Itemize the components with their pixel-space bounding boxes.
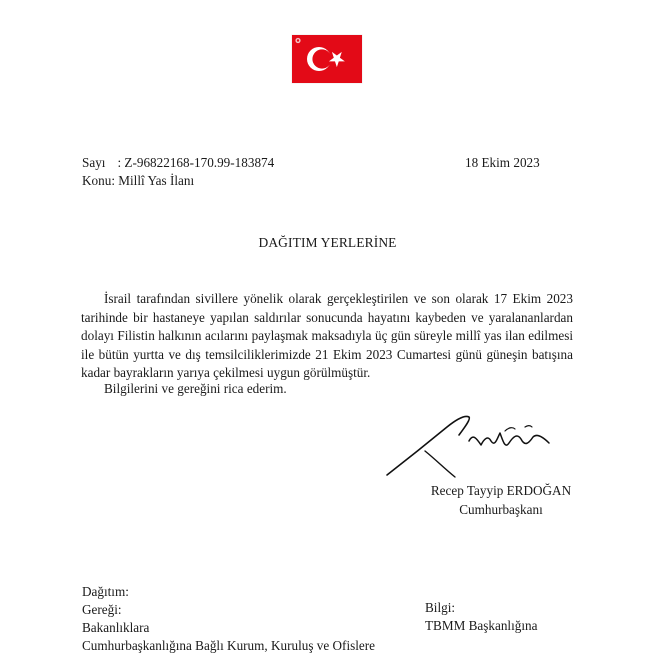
sayi-value: Z-96822168-170.99-183874 [124, 155, 275, 170]
document-body [81, 290, 573, 383]
handwritten-signature [385, 403, 565, 483]
konu-value: Millî Yas İlanı [118, 173, 195, 188]
document-date: 18 Ekim 2023 [465, 155, 540, 170]
sayi-label: Sayı [82, 155, 106, 170]
gereği-label: Gereği: [82, 602, 122, 617]
distribution-heading: Dağıtım: [82, 584, 129, 599]
flag-crescent-star-icon [292, 35, 362, 83]
body-paragraph: İsrail tarafından sivillere yönelik olarak gerçekleştirilen ve son olarak 17 Ekim 2023 tarihinde bir hastaneye yapılan saldırılar sonucunda hayatını kaybeden ve yaralananlardan dolayı Filistin halkının acılarını paylaşmak maksadıyla üç gün süreyle millî yas ilan edilmesi ile bütün yurtta ve dış temsilciliklerimizde 21 Ekim 2023 Cumartesi günü güneşin batışına kadar bayrakların yarıya çekilmesi uygun görülmüştür. [81, 291, 573, 381]
bilgi-item: TBMM Başkanlığına [425, 618, 538, 633]
signer-title: Cumhurbaşkanı [459, 502, 543, 517]
document-title: DAĞITIM YERLERİNE [258, 235, 397, 250]
distribution-block [82, 583, 375, 655]
bilgi-block [425, 599, 537, 635]
bilgi-label: Bilgi: [425, 600, 456, 615]
sayi-line: Sayı : Z-96822168-170.99-183874 [82, 155, 275, 170]
gereği-item: Cumhurbaşkanlığına Bağlı Kurum, Kuruluş ve Ofislere [82, 638, 376, 653]
signer-name: Recep Tayyip ERDOĞAN [430, 483, 572, 498]
closing-line: Bilgilerini ve gereğini rica ederim. [104, 381, 287, 396]
konu-line: Konu: Millî Yas İlanı [82, 173, 195, 188]
konu-label: Konu [82, 173, 112, 188]
turkish-flag [292, 35, 362, 83]
gereği-item: Bakanlıklara [82, 620, 150, 635]
signer-block [416, 481, 586, 519]
